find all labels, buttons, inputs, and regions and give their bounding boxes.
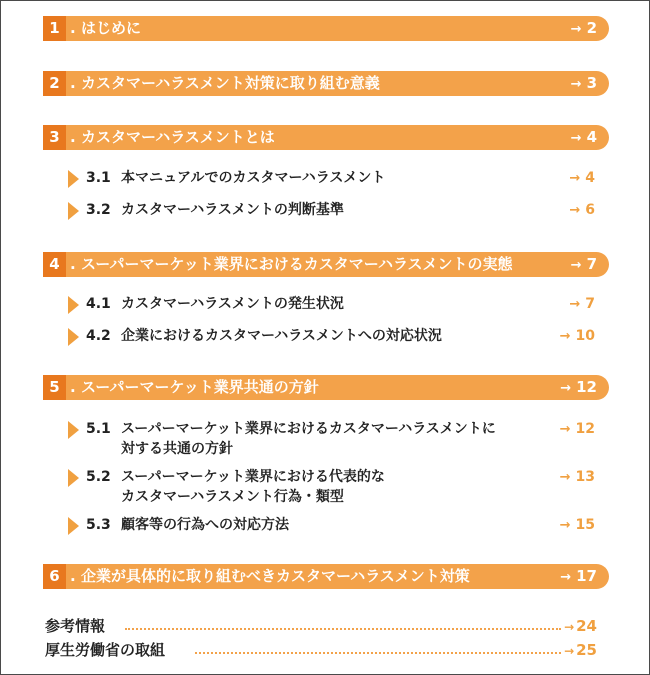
subsection-number: 4.1 (86, 296, 111, 312)
section-page (571, 125, 597, 151)
subsection-number: 5.3 (86, 517, 111, 533)
section-number: 5 (43, 375, 66, 400)
arrow-right-icon: → (564, 620, 575, 634)
subsection-page (569, 168, 595, 189)
triangle-bullet-icon (68, 328, 79, 346)
arrow-right-icon: → (560, 381, 572, 396)
section-title: スーパーマーケット業界におけるカスタマーハラスメントの実態 (81, 255, 513, 273)
section-dot: . (70, 255, 76, 273)
page-number: 4 (585, 170, 595, 186)
subsection-page (560, 326, 595, 347)
section-number: 3 (43, 125, 66, 150)
section-number: 2 (43, 71, 66, 96)
subsection-number: 3.2 (86, 202, 111, 218)
triangle-bullet-icon (68, 202, 79, 220)
section-6-heading[interactable] (43, 564, 609, 589)
arrow-right-icon: → (560, 570, 572, 585)
arrow-right-icon: → (570, 22, 582, 37)
section-1-heading[interactable] (43, 16, 609, 41)
section-dot: . (70, 74, 76, 92)
subsection-title: カスタマーハラスメントの発生状況 (121, 296, 344, 312)
subsection-title-line-2: 対する共通の方針 (121, 441, 233, 457)
arrow-right-icon: → (569, 203, 581, 218)
section-dot: . (70, 19, 76, 37)
reference-mhlw[interactable] (45, 639, 597, 661)
triangle-bullet-icon (68, 421, 79, 439)
reference-label: 厚生労働省の取組 (45, 639, 169, 661)
section-page (571, 16, 597, 42)
page-number: 12 (576, 378, 597, 396)
section-page (571, 252, 597, 278)
page-number: 3 (586, 74, 597, 92)
arrow-right-icon: → (559, 518, 571, 533)
subsection-page (560, 467, 595, 488)
section-4-heading[interactable] (43, 252, 609, 277)
section-dot: . (70, 567, 76, 585)
page-number: 24 (576, 617, 597, 635)
subsection-page (569, 294, 595, 315)
page-number: 13 (575, 469, 595, 485)
arrow-right-icon: → (559, 422, 571, 437)
arrow-right-icon: → (559, 470, 571, 485)
section-3-heading[interactable] (43, 125, 609, 150)
section-number: 4 (43, 252, 66, 277)
subsection-number: 4.2 (86, 328, 111, 344)
subsection-number: 5.2 (86, 469, 111, 485)
reference-page (562, 615, 597, 638)
subsection-page (560, 419, 595, 440)
subsection-title-line-1: スーパーマーケット業界におけるカスタマーハラスメントに (121, 421, 496, 437)
section-dot: . (70, 128, 76, 146)
triangle-bullet-icon (68, 469, 79, 487)
page-number: 2 (586, 19, 597, 37)
section-title: はじめに (81, 19, 142, 37)
dotted-leader (195, 652, 561, 654)
page-number: 7 (586, 255, 597, 273)
section-5-heading[interactable] (43, 375, 609, 400)
arrow-right-icon: → (569, 171, 581, 186)
reference-page (562, 639, 597, 662)
subsection-title-line-2: カスタマーハラスメント行為・類型 (121, 489, 344, 505)
section-page (560, 564, 597, 590)
page-number: 12 (575, 421, 595, 437)
page-number: 10 (575, 328, 595, 344)
arrow-right-icon: → (569, 297, 581, 312)
arrow-right-icon: → (564, 644, 575, 658)
reference-label: 参考情報 (45, 615, 109, 637)
section-page (571, 71, 597, 97)
page-number: 25 (576, 641, 597, 659)
section-title: カスタマーハラスメントとは (81, 128, 275, 146)
section-title: カスタマーハラスメント対策に取り組む意義 (81, 74, 380, 92)
subsection-title: カスタマーハラスメントの判断基準 (121, 202, 344, 218)
section-2-heading[interactable] (43, 71, 609, 96)
section-number: 1 (43, 16, 66, 41)
subsection-title: 本マニュアルでのカスタマーハラスメント (121, 170, 386, 186)
subsection-title: 顧客等の行為への対応方法 (121, 517, 289, 533)
page-number: 15 (575, 517, 595, 533)
subsection-title-line-1: スーパーマーケット業界における代表的な (121, 469, 385, 485)
section-title: 企業が具体的に取り組むべきカスタマーハラスメント対策 (81, 567, 470, 585)
section-title: スーパーマーケット業界共通の方針 (81, 378, 319, 396)
subsection-page (560, 515, 595, 536)
reference-info[interactable] (45, 615, 597, 637)
arrow-right-icon: → (570, 131, 582, 146)
section-number: 6 (43, 564, 66, 589)
triangle-bullet-icon (68, 170, 79, 188)
subsection-title: 企業におけるカスタマーハラスメントへの対応状況 (121, 328, 442, 344)
arrow-right-icon: → (559, 329, 571, 344)
subsection-page (569, 200, 595, 221)
arrow-right-icon: → (570, 258, 582, 273)
arrow-right-icon: → (570, 77, 582, 92)
triangle-bullet-icon (68, 296, 79, 314)
page-number: 7 (585, 296, 595, 312)
subsection-number: 5.1 (86, 421, 111, 437)
dotted-leader (125, 628, 561, 630)
page-number: 4 (586, 128, 597, 146)
page-number: 17 (576, 567, 597, 585)
section-page (560, 375, 597, 401)
triangle-bullet-icon (68, 517, 79, 535)
page-number: 6 (585, 202, 595, 218)
subsection-number: 3.1 (86, 170, 111, 186)
section-dot: . (70, 378, 76, 396)
